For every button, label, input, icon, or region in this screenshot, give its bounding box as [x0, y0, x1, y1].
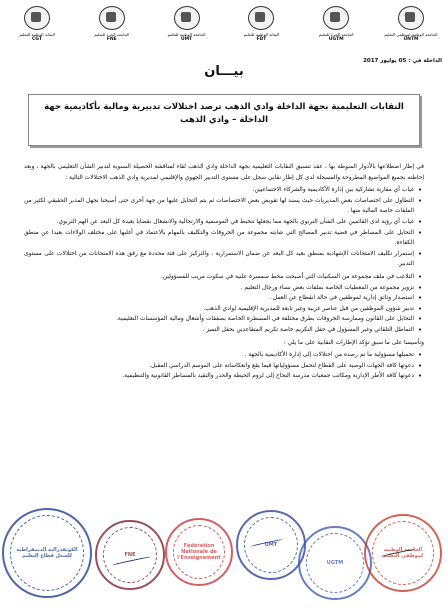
list-item: • دعوتها كافة الجهات الوصية على القطاع لتحمل مسؤولياتها فيما يقع وانعكاساته على الموسم الدراسي المقبل.: [24, 361, 414, 372]
document-body: [24, 162, 424, 384]
logo-2: [81, 6, 143, 54]
logo-3: [156, 6, 218, 54]
logo-name: الجامعة الحرة للتعليم: [94, 32, 130, 37]
list-item: • تحميلها مسؤولية ما تم رصده من اختلالات إلى إدارة الأكاديمية بالجهة .: [24, 350, 414, 361]
union-stamp: [165, 518, 233, 586]
logo-name: النقابة الوطنية للتعليم: [19, 32, 55, 37]
logo-abbr: UMT: [180, 37, 193, 42]
stamp-label: الكونفدرالية الديمقراطية للشغل قطاع التعليم: [10, 515, 84, 591]
logo-abbr: FDT: [256, 37, 267, 42]
list-item: • التلاعب في ملف مجموعة من السكنيات التي أصبحت محط سمسرة علنية في سكوت مريب للمسؤولين.: [24, 272, 414, 283]
list-item: • استصدار وثائق إدارية لموظفين في حالة انقطاع عن العمل .: [24, 293, 414, 304]
stamps-area: [0, 500, 448, 613]
logo-name: الجامعة الوطنية للتعليم: [167, 32, 206, 37]
list-item: • التطاول على اختصاصات بعض المديريات حيث يسند لها تفويض بعض الاختصاصات ثم يتم التحايل عليها من جهة أخرى حتى أصبحنا نجهل المدبر الحقيقي لكثير من الملفات خاصة المالية منها .: [24, 196, 414, 217]
list-item: • التحايل على القانون وممارسة الخروقات بطرق مختلفة في المسطرة الخاصة بصفقات وأشغال ومالية المؤسسات التعليمية.: [24, 314, 414, 325]
union-emblem-icon: [248, 6, 274, 30]
subject-box: النقابات التعليمية بجهة الداخلة وادي الذهب ترصد اختلالات تدبيرية ومالية بأكاديمية جهة الداخلة – وادي الذهب: [28, 94, 420, 146]
demands-list: [24, 350, 424, 382]
list-item: • تزوير مجموعة من المعطيات الخاصة بملفات بعض نساء ورجال التعليم .: [24, 283, 414, 294]
union-stamp: [2, 508, 92, 598]
stamp-label: UMT: [244, 517, 298, 573]
logo-abbr: FNE: [106, 37, 117, 42]
page-title: بيـــان: [204, 64, 244, 79]
stamp-label: الجامعة الوطنية لموظفي التعليم: [372, 521, 434, 585]
union-emblem-icon: [24, 6, 50, 30]
union-logos: [6, 6, 442, 54]
list-item: • التحايل على المساطر في قضية تدبير المصالح التي شابته مجموعة من الخروقات والتكليف بالمهام بالاعتماد في أغلبها على مختلف الولاءات بعيدا عن منطق الكفاءة.: [24, 228, 414, 249]
logo-6: [380, 6, 442, 54]
list-item: • التماطل التلقائي وغير المسؤول في حفل التكريم خاصة تكريم المتقاعدين بحفل التميز .: [24, 325, 414, 336]
logo-abbr: UNTM: [403, 37, 419, 42]
logo-name: النقابة الوطنية للتعليم: [243, 32, 280, 37]
union-stamp: [236, 510, 306, 580]
list-item: • دعوتها كافة الأطر الإدارية ومكاتب جمعيات مدرسة النجاح إلى لزوم الحيطة والحذر والتقيد بالمساطر القانونية والتنظيمية.: [24, 371, 414, 382]
logo-5: [305, 6, 367, 54]
union-emblem-icon: [174, 6, 200, 30]
list-item: • غياب أي مقاربة تشاركية بين إدارة الأكاديمية والشركاء الاجتماعيين.: [24, 185, 414, 196]
union-stamp: [298, 526, 372, 600]
stamp-label: UGTM: [306, 533, 364, 593]
document-date: الداخلة في : 05 يوليوز 2017: [363, 58, 442, 64]
closing-intro: وتأسيسا على ما سبق تؤكد الإطارات النقابية على ما يلي :: [283, 339, 424, 346]
logo-name: الجامعة الحرة للتعليم: [318, 32, 354, 37]
logo-1: [6, 6, 68, 54]
stamp-label: FNE: [103, 527, 157, 583]
list-item: • غياب أي رؤية لدى القائمين على الشأن التربوي بالجهة مما يجعلها تتخبط في الموسمية والارتجالية والانشغال بقضايا بعيدة كل البعد عن الهم التربوي.: [24, 217, 414, 228]
logo-name: الجامعة الوطنية لموظفي التعليم: [384, 32, 438, 37]
logo-4: [230, 6, 292, 54]
stamp-label: Fédération Nationale de l'Enseignement: [173, 525, 225, 579]
findings-list-2: [24, 272, 424, 336]
logo-abbr: UGTM: [328, 37, 344, 42]
union-emblem-icon: [323, 6, 349, 30]
list-item: • تدبير شؤون الموظفين من قبل عناصر غريبة وغير تابعة للمديرية الإقليمية لوادي الذهب.: [24, 304, 414, 315]
union-stamp: [95, 520, 165, 590]
logo-abbr: CGT: [32, 37, 42, 42]
list-item: • إستمرار تكليف الامتحانات الإشهادية بمنطق بعيد كل البعد عن ضمان الاستمرارية ، والتركيز على فئة محددة مع رفق هذه الامتحانات من اختلالات على مستوى التدبير.: [24, 249, 414, 270]
intro-paragraph: في إطار اضطلاعها بالأدوار المنوطة بها ، عقد تنسيق النقابات التعليمية بجهة الداخلة وادي الذهب لقاء لمناقشة الحصيلة السنوية لتدبير الشأن التعليمي بالجهة ، وبعد إحاطته بجميع المواضيع المطروحة والمسجلة لدى كل إطار نقابي سجل على مستوى التدبير الجهوي والإقليمي لمديرية وادي الذهب الاختلالات التالية :: [24, 164, 424, 181]
union-emblem-icon: [398, 6, 424, 30]
union-emblem-icon: [99, 6, 125, 30]
findings-list-1: [24, 185, 424, 270]
